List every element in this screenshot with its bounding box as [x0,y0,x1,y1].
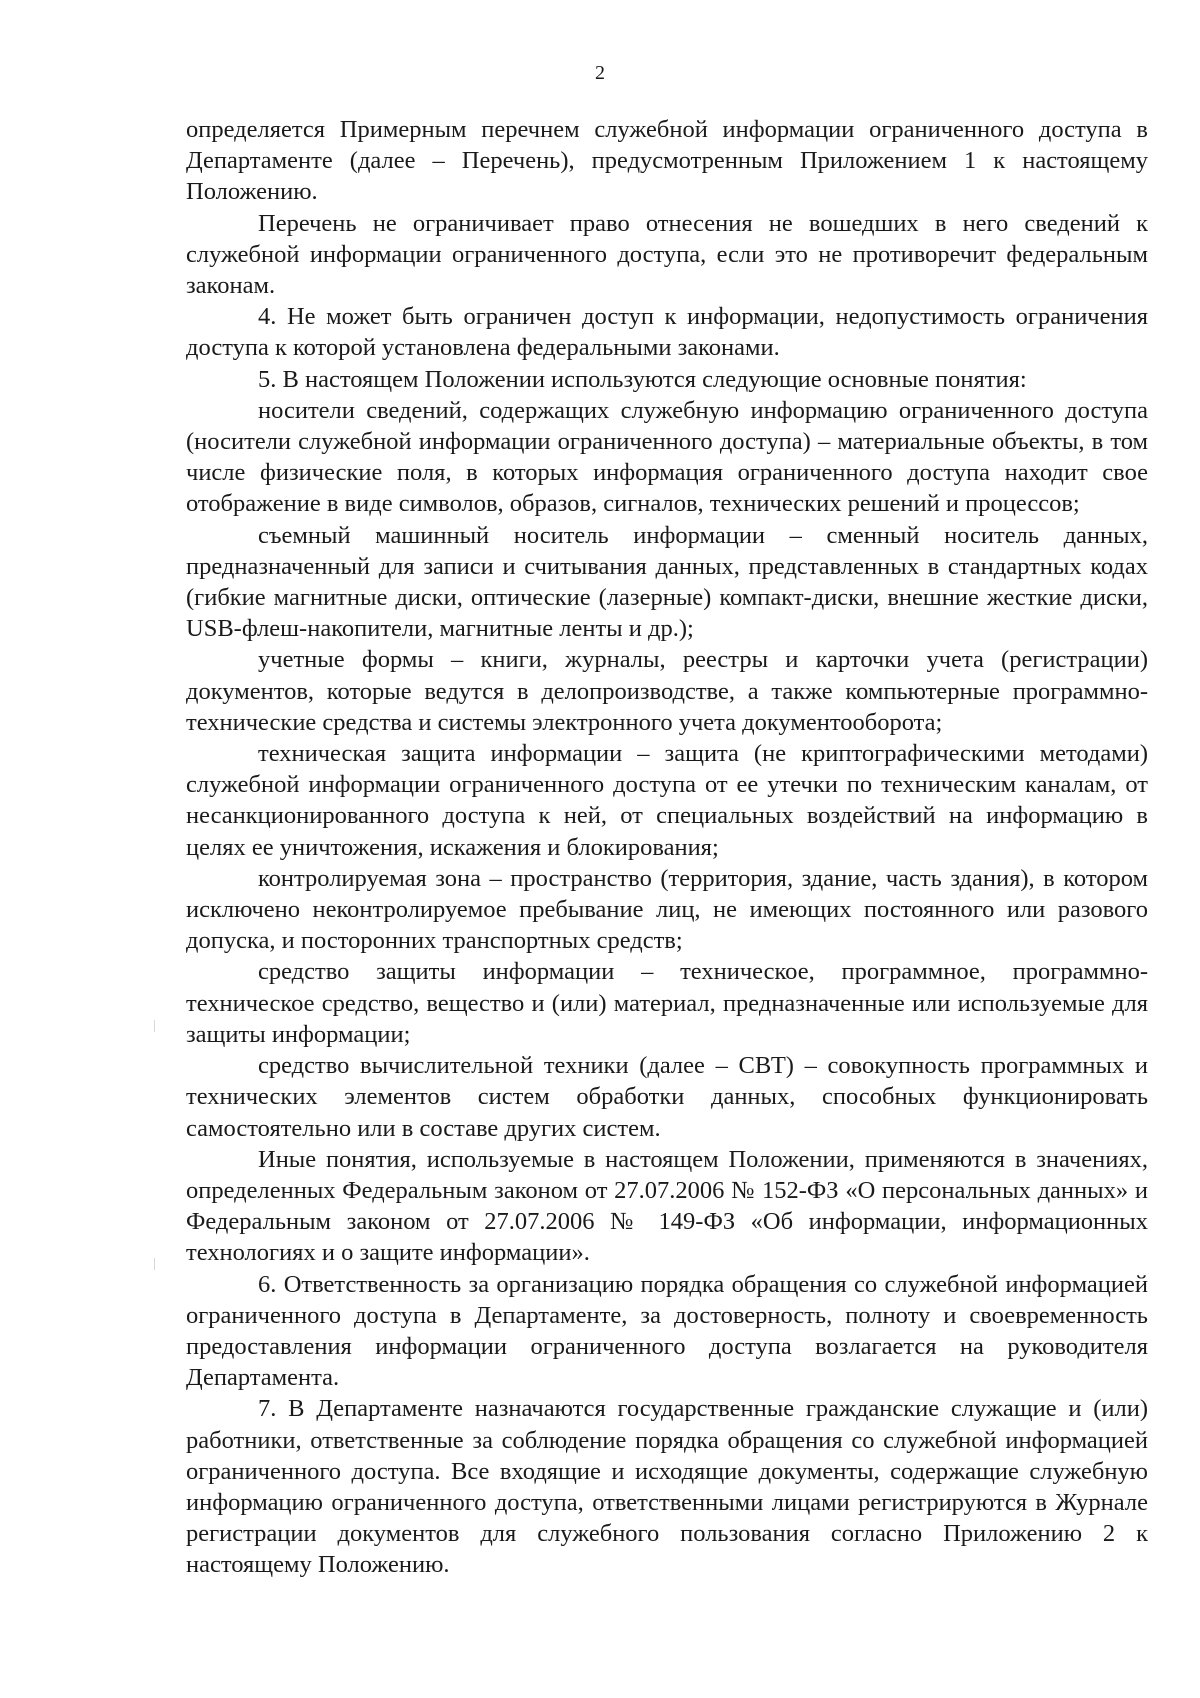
document-body [186,114,1148,1581]
paragraph-10: средство защиты информации – техническое, программное, программно-техническое средство, вещество и (или) материал, предназначенные или используемые для защиты информации; [186,958,1148,1048]
paragraph-8: техническая защита информации – защита (не криптографическими методами) служебной информации ограниченного доступа от ее утечки по техническим каналам, от несанкционированного доступа к ней, от специальных воздействий на информацию в целях ее уничтожения, искажения и блокирования; [186,740,1148,861]
paragraph-12: Иные понятия, используемые в настоящем Положении, применяются в значениях, определенных Федеральным законом от 27.07.2006 № 152-ФЗ «О персональных данных» и Федеральным законом от 27.07.2006 № 149-ФЗ «Об информации, информационных технологиях и о защите информации». [186,1145,1148,1267]
paragraph-9: контролируемая зона – пространство (территория, здание, часть здания), в котором исключено неконтролируемое пребывание лиц, не имеющих постоянного или разового допуска, и посторонних транспортных средств; [186,864,1148,955]
paragraph-6: съемный машинный носитель информации – сменный носитель данных, предназначенный для записи и считывания данных, представленных в стандартных кодах (гибкие магнитные диски, оптические (лазерные) компакт-диски, внешние жесткие диски, USB-флеш-накопители, магнитные ленты и др.); [186,521,1148,643]
scan-speck [154,1020,155,1032]
paragraph-5: носители сведений, содержащих служебную информацию ограниченного доступа (носители служебной информации ограниченного доступа) – материальные объекты, в том числе физические поля, в которых информация ограниченного доступа находит свое отображение в виде символов, образов, сигналов, технических решений и процессов; [186,396,1148,518]
paragraph-11: средство вычислительной техники (далее – СВТ) – совокупность программных и технических элементов систем обработки данных, способных функционировать самостоятельно или в составе других систем. [186,1052,1148,1142]
paragraph-2: Перечень не ограничивает право отнесения не вошедших в него сведений к служебной информации ограниченного доступа, если это не противоречит федеральным законам. [186,209,1148,300]
scan-speck [154,1258,155,1270]
paragraph-3: 4. Не может быть ограничен доступ к информации, недопустимость ограничения доступа к которой установлена федеральными законами. [186,303,1148,362]
paragraph-7: учетные формы – книги, журналы, реестры и карточки учета (регистрации) документов, которые ведутся в делопроизводстве, а также компьютерные программно-технические средства и системы электронного учета документооборота; [186,646,1148,736]
paragraph-1: определяется Примерным перечнем служебной информации ограниченного доступа в Департаменте (далее – Перечень), предусмотренным Приложением 1 к настоящему Положению. [186,116,1148,206]
paragraph-14: 7. В Департаменте назначаются государственные гражданские служащие и (или) работники, ответственные за соблюдение порядка обращения со служебной информацией ограниченного доступа. Все входящие и исходящие документы, содержащие служебную информацию ограниченного доступа, ответственными лицами регистрируются в Журнале регистрации документов для служебного пользования согласно Приложению 2 к настоящему Положению. [186,1395,1148,1579]
paragraph-13: 6. Ответственность за организацию порядка обращения со служебной информацией ограниченного доступа в Департаменте, за достоверность, полноту и своевременность предоставления информации ограниченного доступа возлагается на руководителя Департамента. [186,1270,1148,1392]
paragraph-4: 5. В настоящем Положении используются следующие основные понятия: [258,365,1027,393]
page-number: 2 [595,62,605,84]
